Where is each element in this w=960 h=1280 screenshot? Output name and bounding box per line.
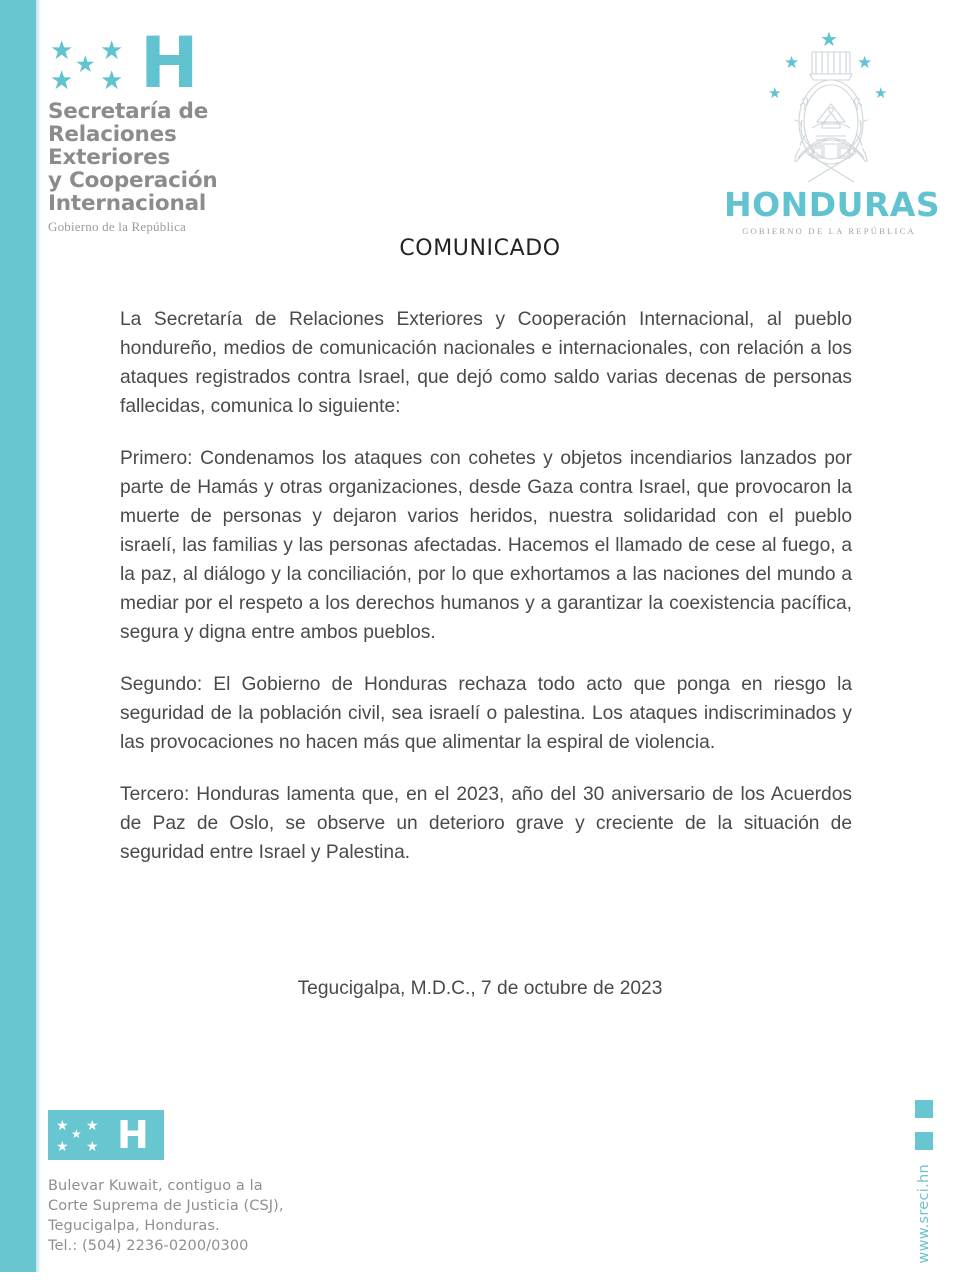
sreci-name (48, 100, 348, 215)
sreci-name-line-1: Secretaría de (48, 99, 209, 124)
footer-website-block (904, 1100, 944, 1264)
five-stars-icon: ★ ★ ★ ★ ★ (50, 35, 124, 95)
footer-logo (48, 1110, 164, 1160)
paragraph-tercero: Tercero: Honduras lamenta que, en el 2023, año del 30 aniversario de los Acuerdos de Paz de Oslo, se observe un deterioro grave y creciente de la situación de seguridad entre Israel y Palestina. (120, 784, 852, 863)
sreci-subtitle: Gobierno de la República (48, 219, 187, 234)
paragraph-intro: La Secretaría de Relaciones Exteriores y Cooperación Internacional, al pueblo hondureño, medios de comunicación nacionales e internacionales, con relación a los ataques registrados contra Israel, que dejó como saldo varias decenas de personas fallecidas, comunica lo siguiente: (120, 309, 852, 417)
footer-address (48, 1176, 284, 1256)
decorative-square-1 (915, 1100, 933, 1118)
honduras-wordmark-subtitle: GOBIERNO DE LA REPÚBLICA (742, 226, 916, 236)
footer-five-stars-icon: ★ ★ ★ ★ ★ (56, 1117, 99, 1154)
sreci-name-line-5: Internacional (48, 191, 207, 216)
sreci-name-line-4: y Cooperación (48, 168, 218, 193)
page-title: COMUNICADO (399, 236, 561, 261)
honduras-wordmark: HONDURAS (724, 185, 941, 224)
dateline: Tegucigalpa, M.D.C., 7 de octubre de 2023 (297, 978, 663, 999)
address-line-2: Corte Suprema de Justicia (CSJ), (48, 1198, 284, 1214)
honduras-emblem-block (724, 28, 941, 236)
address-line-1: Bulevar Kuwait, contiguo a la (48, 1178, 263, 1194)
decorative-square-2 (915, 1132, 933, 1150)
h-monogram-icon: H (140, 21, 197, 104)
sreci-logo-mark (48, 21, 348, 104)
coat-of-arms-icon: ★ ★ ★ ★ ★ (724, 28, 934, 188)
address-phone: Tel.: (504) 2236-0200/0300 (48, 1238, 249, 1254)
document-body (120, 305, 852, 867)
paragraph-segundo: Segundo: El Gobierno de Honduras rechaza todo acto que ponga en riesgo la seguridad de la población civil, sea israelí o palestina. Los ataques indiscriminados y las provocaciones no hacen más que alimentar la espiral de violencia. (120, 674, 852, 753)
website-url[interactable]: www.sreci.hn (916, 1164, 932, 1264)
paragraph-primero: Primero: Condenamos los ataques con cohetes y objetos incendiarios lanzados por parte de Hamás y otras organizaciones, desde Gaza contra Israel, que provocaron la muerte de personas y dejaron varios heridos, nuestra solidaridad con el pueblo israelí, las familias y las personas afectadas. Hacemos el llamado de cese al fuego, a la paz, al diálogo y la conciliación, por lo que exhortamos a las naciones del mundo a mediar por el respeto a los derechos humanos y a garantizar la coexistencia pacífica, segura y digna entre ambos pueblos. (120, 448, 852, 643)
sreci-name-line-3: Exteriores (48, 145, 171, 170)
sreci-logo (48, 21, 348, 235)
document-header (0, 0, 960, 245)
sreci-name-line-2: Relaciones (48, 122, 177, 147)
footer-h-monogram-icon: H (117, 1112, 148, 1157)
address-line-3: Tegucigalpa, Honduras. (48, 1218, 220, 1234)
